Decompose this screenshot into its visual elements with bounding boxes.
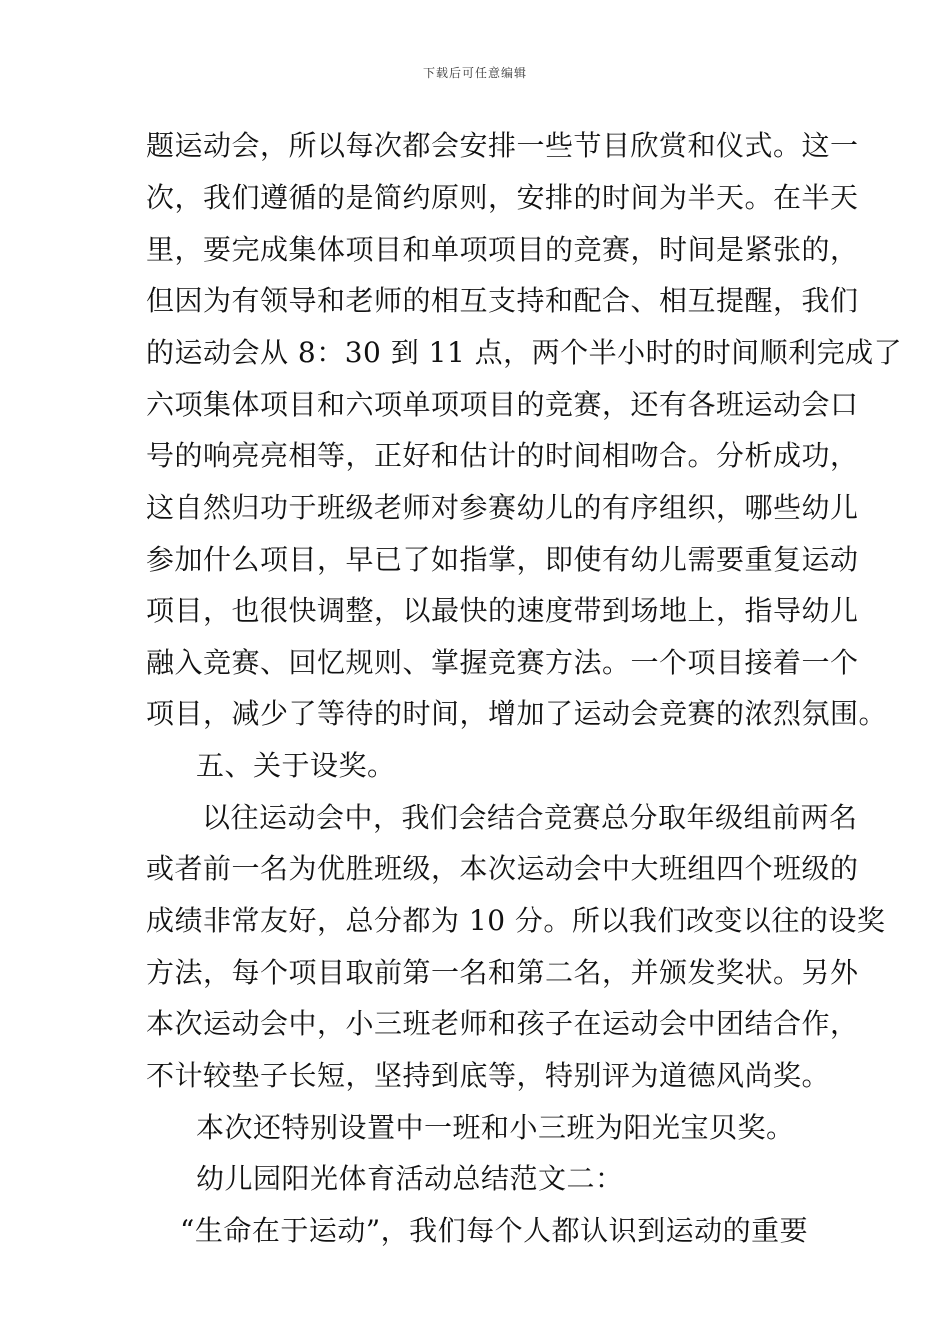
body-line: 以往运动会中，我们会结合竞赛总分取年级组前两名 bbox=[202, 801, 858, 834]
body-line: 题运动会，所以每次都会安排一些节目欣赏和仪式。这一 bbox=[146, 129, 859, 162]
body-line: 成绩非常友好，总分都为 10 分。所以我们改变以往的设奖 bbox=[146, 904, 886, 937]
body-line: 本次还特别设置中一班和小三班为阳光宝贝奖。 bbox=[196, 1111, 795, 1144]
body-line: “生命在于运动”，我们每个人都认识到运动的重要 bbox=[180, 1214, 809, 1247]
body-line: 融入竞赛、回忆规则、掌握竞赛方法。一个项目接着一个 bbox=[146, 646, 859, 679]
body-line: 这自然归功于班级老师对参赛幼儿的有序组织，哪些幼儿 bbox=[146, 491, 859, 524]
body-line: 不计较垫子长短，坚持到底等，特别评为道德风尚奖。 bbox=[146, 1059, 831, 1092]
body-line: 号的响亮亮相等，正好和估计的时间相吻合。分析成功， bbox=[146, 439, 859, 472]
page-header: 下载后可任意编辑 bbox=[422, 66, 527, 80]
body-line: 次，我们遵循的是简约原则，安排的时间为半天。在半天 bbox=[146, 181, 859, 214]
body-line: 六项集体项目和六项单项项目的竞赛，还有各班运动会口 bbox=[146, 388, 859, 421]
body-line: 或者前一名为优胜班级，本次运动会中大班组四个班级的 bbox=[146, 852, 859, 885]
body-line: 项目，减少了等待的时间，增加了运动会竞赛的浓烈氛围。 bbox=[146, 697, 888, 730]
section-heading: 五、关于设奖。 bbox=[196, 749, 396, 782]
body-line: 本次运动会中，小三班老师和孩子在运动会中团结合作， bbox=[146, 1007, 859, 1040]
body-line: 参加什么项目，早已了如指掌，即使有幼儿需要重复运动 bbox=[146, 543, 859, 576]
body-line: 但因为有领导和老师的相互支持和配合、相互提醒，我们 bbox=[146, 284, 859, 317]
body-line: 项目，也很快调整，以最快的速度带到场地上，指导幼儿 bbox=[146, 594, 859, 627]
section-heading: 幼儿园阳光体育活动总结范文二： bbox=[196, 1162, 624, 1195]
body-line: 方法，每个项目取前第一名和第二名，并颁发奖状。另外 bbox=[146, 956, 859, 989]
body-line: 的运动会从 8：30 到 11 点，两个半小时的时间顺利完成了 bbox=[146, 336, 903, 369]
body-line: 里，要完成集体项目和单项项目的竞赛，时间是紧张的， bbox=[146, 233, 859, 266]
